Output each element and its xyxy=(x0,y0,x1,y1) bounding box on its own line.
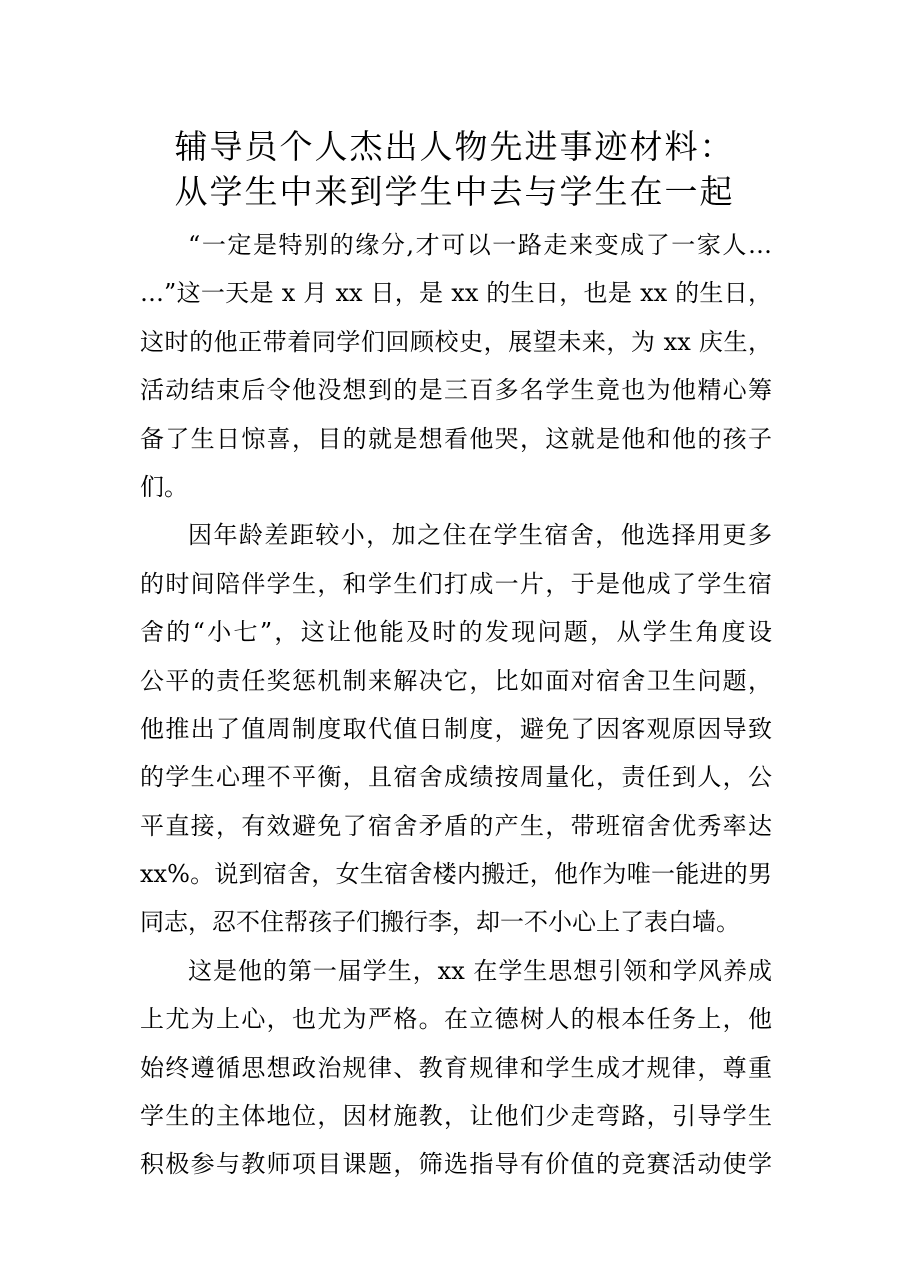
paragraph-line: 这是他的第一届学生，xx 在学生思想引领和学风养成 xyxy=(188,956,772,985)
paragraph-1 xyxy=(140,221,772,511)
paragraph-line: 这时的他正带着同学们回顾校史，展望未来，为 xx 庆生， xyxy=(140,327,772,356)
document-title-line-1: 辅导员个人杰出人物先进事迹材料： xyxy=(174,127,735,166)
paragraph-line: …”这一天是 x 月 xx 日，是 xx 的生日，也是 xx 的生日， xyxy=(140,279,772,308)
paragraph-line: 平直接，有效避免了宿舍矛盾的产生，带班宿舍优秀率达 xyxy=(140,811,772,840)
paragraph-line: 公平的责任奖惩机制来解决它，比如面对宿舍卫生问题， xyxy=(140,666,772,695)
paragraph-line: 舍的“小七”，这让他能及时的发现问题，从学生角度设 xyxy=(140,618,772,647)
paragraph-line: 的时间陪伴学生，和学生们打成一片，于是他成了学生宿 xyxy=(140,569,772,598)
paragraph-2 xyxy=(140,511,772,947)
paragraph-line: 始终遵循思想政治规律、教育规律和学生成才规律，尊重 xyxy=(140,1053,772,1082)
paragraph-line: 同志，忍不住帮孩子们搬行李，却一不小心上了表白墙。 xyxy=(140,908,740,937)
document-body xyxy=(140,221,772,1189)
document-title-line-2: 从学生中来到学生中去与学生在一起 xyxy=(174,172,735,211)
paragraph-line: 活动结束后令他没想到的是三百多名学生竟也为他精心筹 xyxy=(140,376,772,405)
paragraph-line: 积极参与教师项目课题，筛选指导有价值的竞赛活动使学 xyxy=(140,1150,772,1179)
paragraph-line: 备了生日惊喜，目的就是想看他哭，这就是他和他的孩子 xyxy=(140,424,772,453)
paragraph-line: 们。 xyxy=(140,472,188,501)
paragraph-line: 他推出了值周制度取代值日制度，避免了因客观原因导致 xyxy=(140,714,772,743)
paragraph-line: 的学生心理不平衡，且宿舍成绩按周量化，责任到人，公 xyxy=(140,763,772,792)
paragraph-3 xyxy=(140,947,772,1189)
paragraph-line: 因年龄差距较小，加之住在学生宿舍，他选择用更多 xyxy=(188,521,772,550)
paragraph-line: “一定是特别的缘分,才可以一路走来变成了一家人… xyxy=(188,231,772,259)
paragraph-line: xx%。说到宿舍，女生宿舍楼内搬迁，他作为唯一能进的男 xyxy=(140,860,772,889)
paragraph-line: 学生的主体地位，因材施教，让他们少走弯路，引导学生 xyxy=(140,1102,772,1131)
paragraph-line: 上尤为上心，也尤为严格。在立德树人的根本任务上，他 xyxy=(140,1005,772,1034)
